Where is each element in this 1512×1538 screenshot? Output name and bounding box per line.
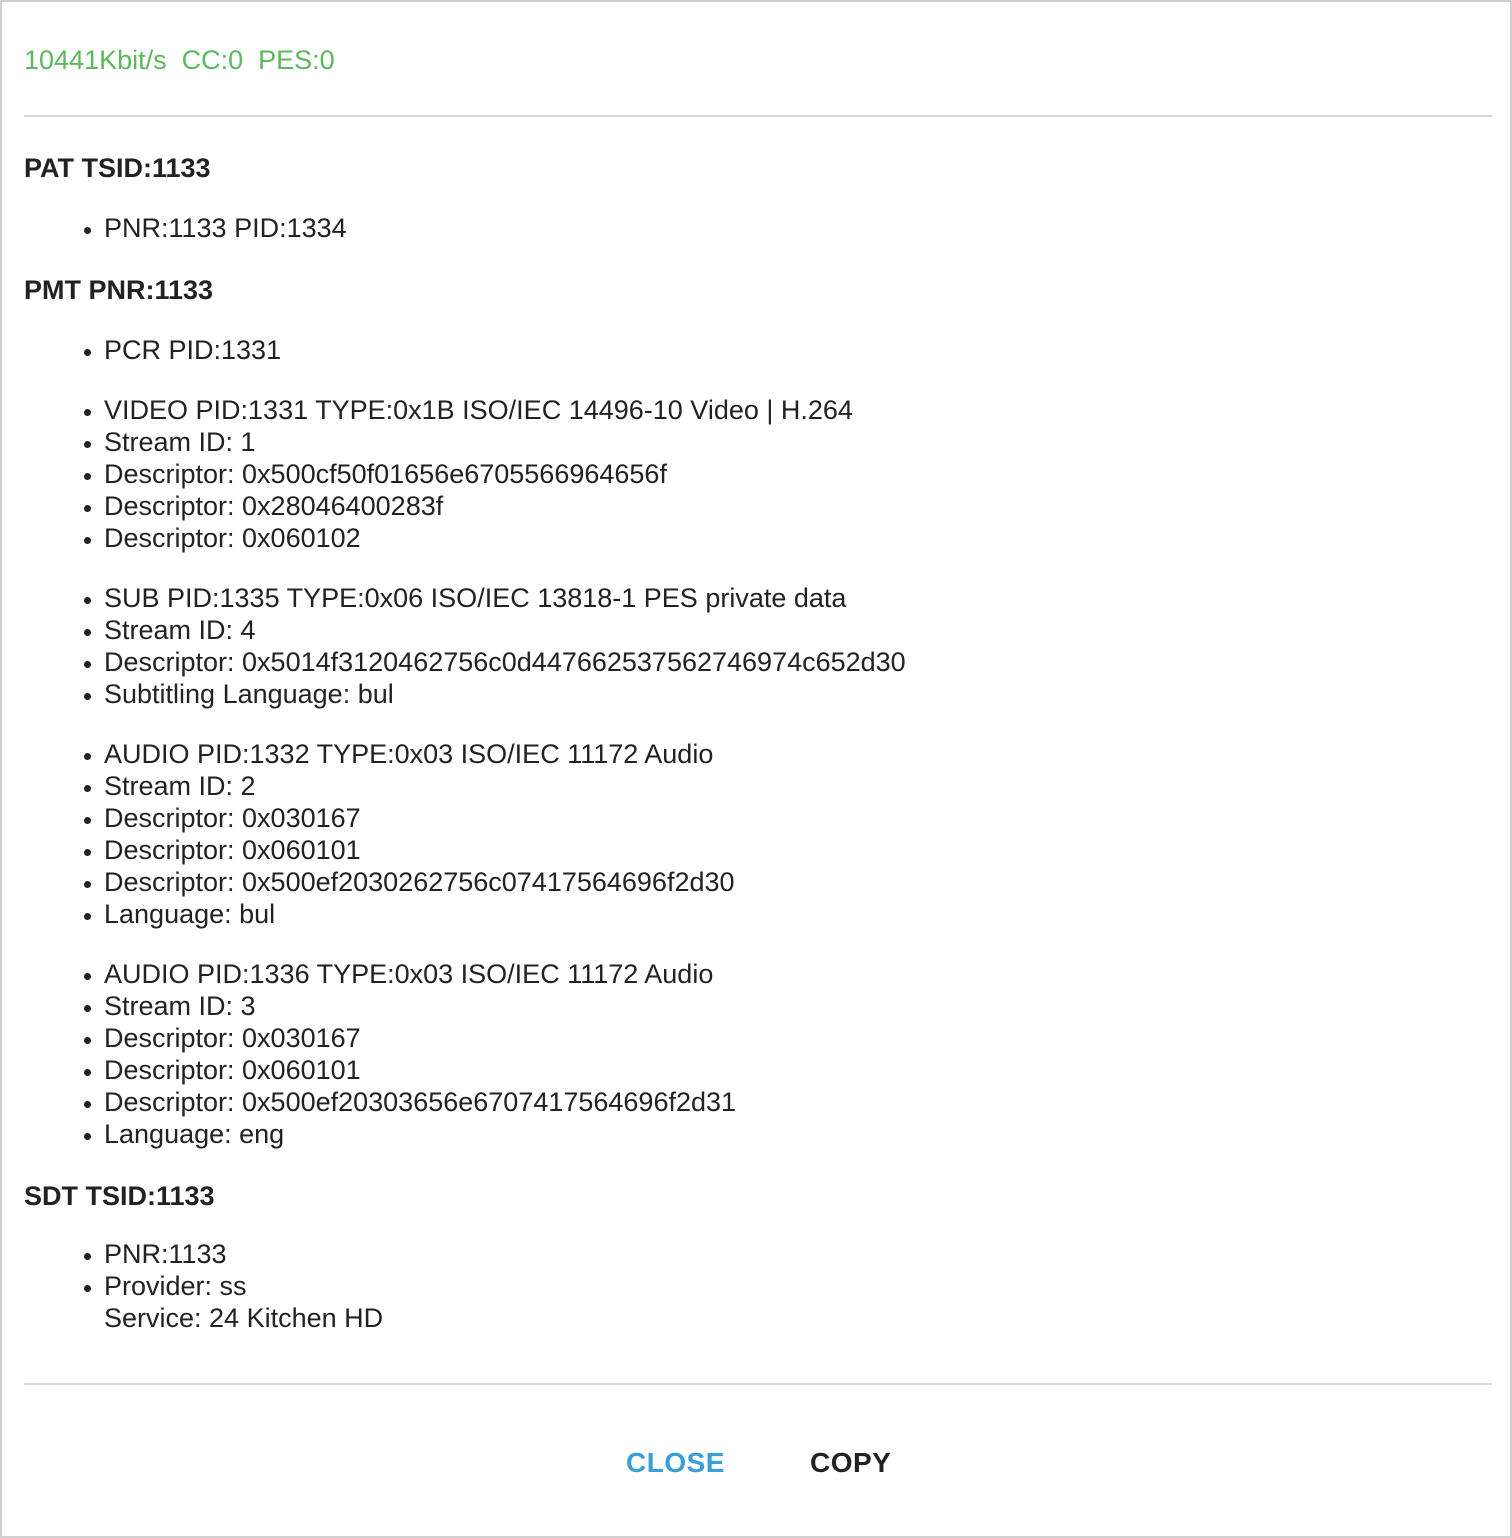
pmt-pcr-list (24, 334, 1484, 366)
stream-info-content (24, 152, 1484, 1334)
descriptor-item: • Descriptor: 0x5014f3120462756c0d447662537562746974c652d30 (104, 646, 1484, 678)
sdt-provider-item (104, 1270, 1484, 1334)
sdt-list (24, 1238, 1484, 1334)
stream-id-item: • Stream ID: 4 (104, 614, 1484, 646)
stream-id-item: • Stream ID: 3 (104, 990, 1484, 1022)
service-line: Service: 24 Kitchen HD (104, 1303, 384, 1333)
sdt-pnr-item: • PNR:1133 (104, 1238, 1484, 1270)
stream-id-item: • Stream ID: 2 (104, 770, 1484, 802)
sdt-title: SDT TSID:1133 (24, 1181, 215, 1211)
footer-divider (24, 1383, 1492, 1385)
header-divider (24, 115, 1492, 117)
provider-line: • Provider: ss (104, 1271, 247, 1301)
descriptor-item: • Descriptor: 0x060101 (104, 1054, 1484, 1086)
pcr-pid-item: • PCR PID:1331 (104, 334, 1484, 366)
subtitle-stream-list (24, 582, 1484, 710)
stream-header-item: • AUDIO PID:1332 TYPE:0x03 ISO/IEC 11172 Audio (104, 738, 1484, 770)
bitrate-status: 10441Kbit/s CC:0 PES:0 (24, 45, 335, 75)
pat-program-item: • PNR:1133 PID:1334 (104, 212, 1484, 244)
dialog-actions (2, 1438, 1512, 1488)
stream-id-item: • Stream ID: 1 (104, 426, 1484, 458)
pat-title: PAT TSID:1133 (24, 153, 211, 183)
descriptor-item: • Descriptor: 0x500ef20303656e6707417564696f2d31 (104, 1086, 1484, 1118)
pat-list (24, 212, 1484, 244)
language-item: • Language: eng (104, 1118, 1484, 1150)
stream-header-item: • AUDIO PID:1336 TYPE:0x03 ISO/IEC 11172 Audio (104, 958, 1484, 990)
descriptor-item: • Descriptor: 0x030167 (104, 1022, 1484, 1054)
language-item: • Language: bul (104, 898, 1484, 930)
pmt-title: PMT PNR:1133 (24, 275, 214, 305)
descriptor-item: • Descriptor: 0x28046400283f (104, 490, 1484, 522)
descriptor-item: • Descriptor: 0x060102 (104, 522, 1484, 554)
close-button[interactable]: CLOSE (626, 1438, 725, 1488)
stream-header-item: • VIDEO PID:1331 TYPE:0x1B ISO/IEC 14496-10 Video | H.264 (104, 394, 1484, 426)
descriptor-item: • Descriptor: 0x500ef2030262756c07417564696f2d30 (104, 866, 1484, 898)
descriptor-item: • Descriptor: 0x060101 (104, 834, 1484, 866)
copy-button[interactable]: COPY (810, 1438, 891, 1488)
stream-header-item: • SUB PID:1335 TYPE:0x06 ISO/IEC 13818-1 PES private data (104, 582, 1484, 614)
descriptor-item: • Descriptor: 0x030167 (104, 802, 1484, 834)
audio-stream-list-bul (24, 738, 1484, 930)
descriptor-item: • Descriptor: 0x500cf50f01656e6705566964656f (104, 458, 1484, 490)
language-item: • Subtitling Language: bul (104, 678, 1484, 710)
video-stream-list (24, 394, 1484, 554)
audio-stream-list-eng (24, 958, 1484, 1150)
